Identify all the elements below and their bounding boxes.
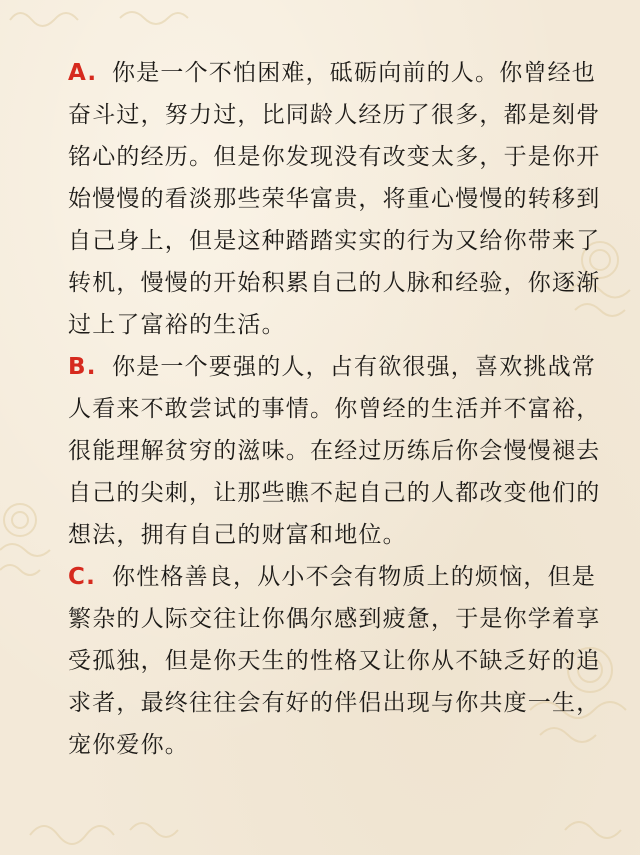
paragraph-line: C. 你性格善良，从小不会有物质上的烦恼，但是 xyxy=(68,556,598,598)
paragraph-line: 奋斗过，努力过，比同龄人经历了很多，都是刻骨 xyxy=(68,102,601,128)
paragraph-line: 转机，慢慢的开始积累自己的人脉和经验，你逐渐 xyxy=(68,270,601,296)
paragraph-line: 繁杂的人际交往让你偶尔感到疲惫，于是你学着享 xyxy=(68,606,601,632)
paragraph-line: 求者，最终往往会有好的伴侣出现与你共度一生， xyxy=(68,690,601,716)
paragraph-line: 想法，拥有自己的财富和地位。 xyxy=(68,522,407,548)
paragraph-line: 铭心的经历。但是你发现没有改变太多，于是你开 xyxy=(68,144,601,170)
paragraph-line: 很能理解贫穷的滋味。在经过历练后你会慢慢褪去 xyxy=(68,438,601,464)
paragraph-c xyxy=(68,556,601,766)
option-letter-a: A. xyxy=(68,60,98,86)
paragraph-line: B. 你是一个要强的人，占有欲很强，喜欢挑战常 xyxy=(68,346,598,388)
paragraph-b xyxy=(68,346,601,556)
paragraph-line: 宠你爱你。 xyxy=(68,732,189,758)
cloud-ornament-icon xyxy=(560,800,640,855)
cloud-ornament-icon xyxy=(20,800,220,855)
paragraph-line: 始慢慢的看淡那些荣华富贵，将重心慢慢的转移到 xyxy=(68,186,601,212)
paragraph-line: 受孤独，但是你天生的性格又让你从不缺乏好的追 xyxy=(68,648,601,674)
option-letter-c: C. xyxy=(68,564,97,590)
cloud-ornament-icon xyxy=(0,0,220,40)
paragraph-line: A. 你是一个不怕困难，砥砺向前的人。你曾经也 xyxy=(68,52,598,94)
option-letter-b: B. xyxy=(68,354,97,380)
paragraph-line: 自己的尖刺，让那些瞧不起自己的人都改变他们的 xyxy=(68,480,601,506)
paragraph-line: 人看来不敢尝试的事情。你曾经的生活并不富裕， xyxy=(68,396,601,422)
paragraph-a xyxy=(68,52,601,346)
text-content xyxy=(68,52,601,766)
paragraph-line: 自己身上，但是这种踏踏实实的行为又给你带来了 xyxy=(68,228,601,254)
paragraph-line: 过上了富裕的生活。 xyxy=(68,312,286,338)
cloud-ornament-icon xyxy=(0,470,70,600)
